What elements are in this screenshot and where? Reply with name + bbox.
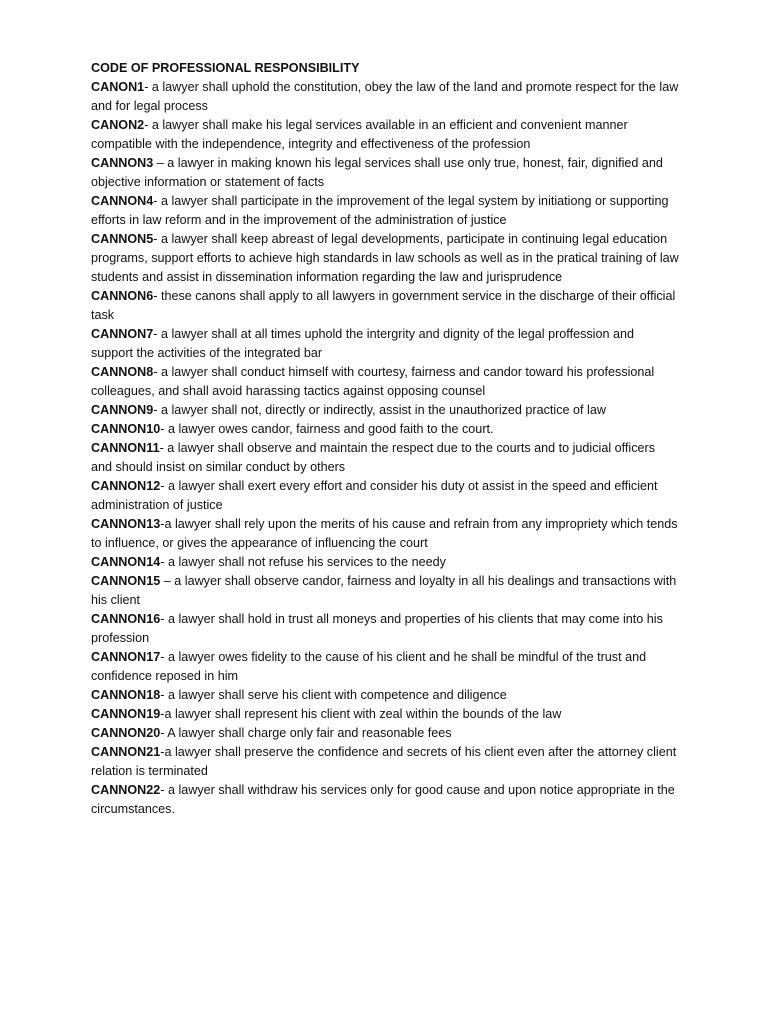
canon-entry — [91, 230, 679, 287]
canon-code: CANNON15 — [91, 574, 161, 588]
canon-entry — [91, 401, 679, 420]
document-title: CODE OF PROFESSIONAL RESPONSIBILITY — [91, 61, 360, 75]
canon-text: – a lawyer shall observe candor, fairness and loyalty in all his dealings and transactions with his client — [91, 574, 677, 607]
canon-code: CANNON8 — [91, 365, 154, 379]
canon-code: CANNON18 — [91, 688, 161, 702]
canon-code: CANNON14 — [91, 555, 161, 569]
canon-text: - a lawyer shall exert every effort and consider his duty ot assist in the speed and efficient administration of justice — [91, 479, 658, 512]
canon-text: - a lawyer shall keep abreast of legal developments, participate in continuing legal education programs, support efforts to achieve high standards in law schools as well as in the pratical training of law students and assist in dissemination information regarding the law and jurisprudence — [91, 232, 679, 284]
canon-text: -a lawyer shall rely upon the merits of his cause and refrain from any impropriety which tends to influence, or gives the appearance of influencing the court — [91, 517, 678, 550]
canon-entry — [91, 363, 679, 401]
canon-text: -a lawyer shall preserve the confidence and secrets of his client even after the attorney client relation is terminated — [91, 745, 677, 778]
canon-text: - a lawyer shall not, directly or indirectly, assist in the unauthorized practice of law — [153, 403, 606, 417]
canon-text: - a lawyer shall conduct himself with courtesy, fairness and candor toward his professional colleagues, and shall avoid harassing tactics against opposing counsel — [91, 365, 655, 398]
canon-entry — [91, 192, 679, 230]
canon-code: CANNON19 — [91, 707, 161, 721]
canon-code: CANNON17 — [91, 650, 161, 664]
canon-code: CANNON20 — [91, 726, 161, 740]
canon-text: - a lawyer shall observe and maintain the respect due to the courts and to judicial officers and should insist on similar conduct by others — [91, 441, 655, 474]
canon-code: CANON2 — [91, 118, 145, 132]
canon-entry — [91, 705, 679, 724]
canon-text: - a lawyer owes fidelity to the cause of his client and he shall be mindful of the trust and confidence reposed in him — [91, 650, 647, 683]
canon-entry — [91, 724, 679, 743]
canon-code: CANNON21 — [91, 745, 161, 759]
canon-code: CANNON6 — [91, 289, 154, 303]
canon-entry — [91, 420, 679, 439]
canon-text: - a lawyer shall serve his client with competence and diligence — [160, 688, 507, 702]
canon-text: - a lawyer shall uphold the constitution, obey the law of the land and promote respect for the law and for legal process — [91, 80, 679, 113]
canon-entry — [91, 648, 679, 686]
canon-code: CANNON22 — [91, 783, 161, 797]
canon-code: CANNON5 — [91, 232, 154, 246]
canon-entry — [91, 477, 679, 515]
canon-code: CANNON4 — [91, 194, 154, 208]
canon-code: CANNON10 — [91, 422, 161, 436]
canon-entry — [91, 439, 679, 477]
canon-text: - a lawyer shall hold in trust all moneys and properties of his clients that may come into his profession — [91, 612, 663, 645]
canon-entry — [91, 686, 679, 705]
canon-code: CANNON9 — [91, 403, 154, 417]
canon-code: CANON1 — [91, 80, 145, 94]
canon-entry — [91, 325, 679, 363]
canon-text: – a lawyer in making known his legal services shall use only true, honest, fair, dignified and objective information or statement of facts — [91, 156, 663, 189]
canon-entry — [91, 781, 679, 819]
canon-entry — [91, 515, 679, 553]
document-body — [91, 59, 679, 819]
canon-entry — [91, 572, 679, 610]
canon-entry — [91, 78, 679, 116]
canon-text: - A lawyer shall charge only fair and reasonable fees — [160, 726, 452, 740]
canon-entry — [91, 743, 679, 781]
canon-code: CANNON7 — [91, 327, 154, 341]
canon-text: - a lawyer shall participate in the improvement of the legal system by initiationg or supporting efforts in law reform and in the improvement of the administration of justice — [91, 194, 669, 227]
canon-entry — [91, 610, 679, 648]
canon-entry — [91, 553, 679, 572]
canon-text: - a lawyer shall make his legal services available in an efficient and convenient manner compatible with the independence, integrity and effectiveness of the profession — [91, 118, 628, 151]
canon-code: CANNON12 — [91, 479, 161, 493]
canon-text: - a lawyer shall at all times uphold the intergrity and dignity of the legal proffession and support the activities of the integrated bar — [91, 327, 634, 360]
canon-text: -a lawyer shall represent his client with zeal within the bounds of the law — [160, 707, 562, 721]
canon-code: CANNON11 — [91, 441, 160, 455]
canon-entry — [91, 116, 679, 154]
canon-code: CANNON13 — [91, 517, 161, 531]
canon-text: - a lawyer owes candor, fairness and good faith to the court. — [160, 422, 494, 436]
canon-text: - a lawyer shall withdraw his services only for good cause and upon notice appropriate in the circumstances. — [91, 783, 675, 816]
canon-entry — [91, 287, 679, 325]
canon-code: CANNON16 — [91, 612, 161, 626]
canon-text: - a lawyer shall not refuse his services to the needy — [160, 555, 446, 569]
canon-entry — [91, 154, 679, 192]
canon-text: - these canons shall apply to all lawyers in government service in the discharge of their official task — [91, 289, 676, 322]
canon-code: CANNON3 — [91, 156, 154, 170]
